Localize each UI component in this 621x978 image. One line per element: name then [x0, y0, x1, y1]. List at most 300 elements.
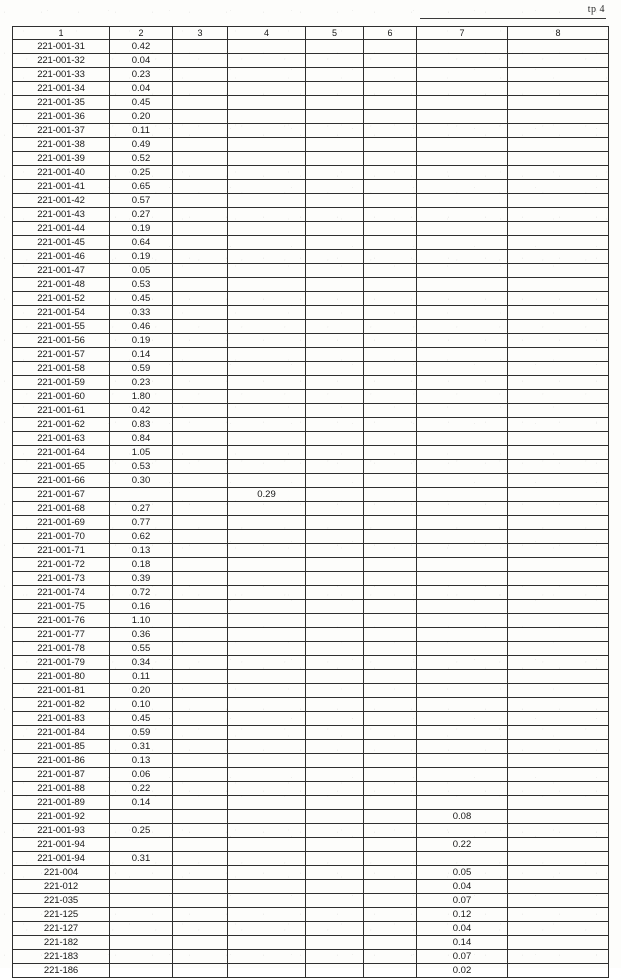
- value-cell: [173, 698, 228, 712]
- value-cell: [364, 446, 417, 460]
- value-cell: [228, 642, 306, 656]
- value-cell: [508, 250, 609, 264]
- value-cell: [228, 740, 306, 754]
- value-cell: [173, 446, 228, 460]
- value-cell: [173, 334, 228, 348]
- value-cell: [508, 376, 609, 390]
- value-cell: [364, 194, 417, 208]
- value-cell: [417, 530, 508, 544]
- table-row: [13, 796, 609, 810]
- value-cell: [417, 824, 508, 838]
- value-cell: 0.55: [110, 642, 173, 656]
- value-cell: [173, 782, 228, 796]
- row-identifier-cell: 221-001-68: [13, 502, 110, 516]
- table-row: [13, 54, 609, 68]
- value-cell: 0.18: [110, 558, 173, 572]
- value-cell: [364, 208, 417, 222]
- table-row: [13, 768, 609, 782]
- value-cell: [364, 600, 417, 614]
- value-cell: [417, 642, 508, 656]
- value-cell: [173, 292, 228, 306]
- value-cell: [306, 516, 364, 530]
- value-cell: [173, 418, 228, 432]
- value-cell: [508, 404, 609, 418]
- value-cell: [173, 348, 228, 362]
- value-cell: [110, 894, 173, 908]
- value-cell: [364, 180, 417, 194]
- value-cell: [228, 418, 306, 432]
- value-cell: [508, 950, 609, 964]
- table-row: [13, 320, 609, 334]
- value-cell: [173, 40, 228, 54]
- value-cell: [508, 838, 609, 852]
- value-cell: [508, 558, 609, 572]
- value-cell: [306, 656, 364, 670]
- row-identifier-cell: 221-001-59: [13, 376, 110, 390]
- row-identifier-cell: 221-001-52: [13, 292, 110, 306]
- value-cell: [306, 824, 364, 838]
- table-row: [13, 488, 609, 502]
- table-row: [13, 502, 609, 516]
- value-cell: 0.53: [110, 278, 173, 292]
- row-identifier-cell: 221-001-93: [13, 824, 110, 838]
- value-cell: [508, 236, 609, 250]
- value-cell: [417, 404, 508, 418]
- row-identifier-cell: 221-001-39: [13, 152, 110, 166]
- data-table: [12, 26, 609, 978]
- value-cell: [417, 698, 508, 712]
- value-cell: [228, 96, 306, 110]
- table-row: [13, 432, 609, 446]
- value-cell: 0.20: [110, 110, 173, 124]
- value-cell: [228, 306, 306, 320]
- table-row: [13, 292, 609, 306]
- table-row: [13, 964, 609, 978]
- value-cell: [173, 306, 228, 320]
- value-cell: [306, 166, 364, 180]
- value-cell: 0.04: [110, 82, 173, 96]
- value-cell: [417, 516, 508, 530]
- value-cell: [306, 838, 364, 852]
- value-cell: [364, 670, 417, 684]
- value-cell: [364, 740, 417, 754]
- value-cell: [173, 404, 228, 418]
- value-cell: [173, 712, 228, 726]
- table-row: [13, 516, 609, 530]
- value-cell: [306, 768, 364, 782]
- value-cell: [306, 404, 364, 418]
- value-cell: 0.10: [110, 698, 173, 712]
- value-cell: [364, 488, 417, 502]
- value-cell: [364, 838, 417, 852]
- value-cell: [228, 754, 306, 768]
- row-identifier-cell: 221-001-94: [13, 852, 110, 866]
- value-cell: [173, 670, 228, 684]
- value-cell: [306, 936, 364, 950]
- value-cell: [364, 138, 417, 152]
- value-cell: [173, 726, 228, 740]
- value-cell: [228, 124, 306, 138]
- value-cell: [364, 698, 417, 712]
- value-cell: [306, 698, 364, 712]
- value-cell: [417, 180, 508, 194]
- value-cell: [508, 572, 609, 586]
- value-cell: [417, 768, 508, 782]
- value-cell: [364, 866, 417, 880]
- table-row: [13, 544, 609, 558]
- table-row: [13, 880, 609, 894]
- value-cell: [306, 446, 364, 460]
- table-row: [13, 572, 609, 586]
- value-cell: [508, 222, 609, 236]
- table-row: [13, 306, 609, 320]
- value-cell: [110, 810, 173, 824]
- value-cell: [228, 684, 306, 698]
- row-identifier-cell: 221-001-78: [13, 642, 110, 656]
- table-row: [13, 40, 609, 54]
- value-cell: [306, 110, 364, 124]
- value-cell: [364, 502, 417, 516]
- value-cell: [417, 432, 508, 446]
- value-cell: [364, 558, 417, 572]
- table-row: [13, 628, 609, 642]
- value-cell: [306, 782, 364, 796]
- value-cell: [173, 474, 228, 488]
- value-cell: [173, 936, 228, 950]
- value-cell: [417, 194, 508, 208]
- value-cell: [508, 684, 609, 698]
- table-header: [13, 27, 609, 40]
- value-cell: [228, 796, 306, 810]
- value-cell: [417, 600, 508, 614]
- row-identifier-cell: 221-001-66: [13, 474, 110, 488]
- value-cell: [417, 278, 508, 292]
- value-cell: [306, 320, 364, 334]
- value-cell: [417, 334, 508, 348]
- value-cell: [228, 614, 306, 628]
- value-cell: [417, 376, 508, 390]
- value-cell: [173, 180, 228, 194]
- value-cell: 1.05: [110, 446, 173, 460]
- table-row: [13, 138, 609, 152]
- value-cell: [364, 964, 417, 978]
- value-cell: [417, 656, 508, 670]
- row-identifier-cell: 221-001-60: [13, 390, 110, 404]
- value-cell: [364, 68, 417, 82]
- row-identifier-cell: 221-125: [13, 908, 110, 922]
- value-cell: [508, 740, 609, 754]
- value-cell: [417, 754, 508, 768]
- column-header-8: 8: [508, 27, 609, 40]
- value-cell: [364, 726, 417, 740]
- table-row: [13, 922, 609, 936]
- value-cell: [508, 264, 609, 278]
- value-cell: [364, 152, 417, 166]
- value-cell: [306, 460, 364, 474]
- row-identifier-cell: 221-001-56: [13, 334, 110, 348]
- value-cell: [364, 166, 417, 180]
- value-cell: 0.27: [110, 502, 173, 516]
- value-cell: 0.13: [110, 754, 173, 768]
- value-cell: [306, 726, 364, 740]
- row-identifier-cell: 221-001-82: [13, 698, 110, 712]
- value-cell: [173, 68, 228, 82]
- value-cell: [417, 726, 508, 740]
- value-cell: [306, 306, 364, 320]
- value-cell: [228, 698, 306, 712]
- value-cell: [110, 922, 173, 936]
- value-cell: [228, 936, 306, 950]
- value-cell: [228, 782, 306, 796]
- value-cell: [173, 432, 228, 446]
- value-cell: [417, 362, 508, 376]
- value-cell: 0.72: [110, 586, 173, 600]
- value-cell: [364, 516, 417, 530]
- table-row: [13, 362, 609, 376]
- value-cell: 0.59: [110, 362, 173, 376]
- row-identifier-cell: 221-001-37: [13, 124, 110, 138]
- value-cell: [364, 432, 417, 446]
- value-cell: [306, 278, 364, 292]
- table-row: [13, 670, 609, 684]
- table-row: [13, 684, 609, 698]
- value-cell: [228, 810, 306, 824]
- row-identifier-cell: 221-001-63: [13, 432, 110, 446]
- value-cell: [417, 488, 508, 502]
- table-row: [13, 390, 609, 404]
- value-cell: [228, 390, 306, 404]
- value-cell: [306, 852, 364, 866]
- value-cell: [364, 880, 417, 894]
- value-cell: [508, 810, 609, 824]
- value-cell: [173, 614, 228, 628]
- value-cell: 0.05: [417, 866, 508, 880]
- row-identifier-cell: 221-001-32: [13, 54, 110, 68]
- value-cell: [306, 208, 364, 222]
- value-cell: [508, 726, 609, 740]
- value-cell: [110, 866, 173, 880]
- table-row: [13, 712, 609, 726]
- row-identifier-cell: 221-001-71: [13, 544, 110, 558]
- value-cell: [364, 306, 417, 320]
- value-cell: [173, 796, 228, 810]
- value-cell: [173, 810, 228, 824]
- row-identifier-cell: 221-001-80: [13, 670, 110, 684]
- value-cell: [173, 586, 228, 600]
- column-header-7: 7: [417, 27, 508, 40]
- value-cell: 1.10: [110, 614, 173, 628]
- value-cell: [364, 376, 417, 390]
- value-cell: [364, 544, 417, 558]
- row-identifier-cell: 221-001-62: [13, 418, 110, 432]
- column-header-6: 6: [364, 27, 417, 40]
- value-cell: 0.45: [110, 292, 173, 306]
- value-cell: [417, 138, 508, 152]
- value-cell: [228, 950, 306, 964]
- value-cell: [173, 642, 228, 656]
- page-label: tp 4: [587, 4, 605, 15]
- value-cell: [228, 474, 306, 488]
- value-cell: [228, 558, 306, 572]
- value-cell: [173, 600, 228, 614]
- value-cell: [364, 614, 417, 628]
- row-identifier-cell: 221-001-84: [13, 726, 110, 740]
- row-identifier-cell: 221-001-81: [13, 684, 110, 698]
- value-cell: [508, 446, 609, 460]
- value-cell: [417, 320, 508, 334]
- value-cell: [364, 754, 417, 768]
- value-cell: [228, 180, 306, 194]
- header-rule: [420, 18, 606, 19]
- value-cell: [364, 922, 417, 936]
- value-cell: [228, 530, 306, 544]
- value-cell: [417, 152, 508, 166]
- value-cell: 0.04: [110, 54, 173, 68]
- value-cell: [110, 908, 173, 922]
- column-header-5: 5: [306, 27, 364, 40]
- value-cell: [110, 936, 173, 950]
- value-cell: [364, 390, 417, 404]
- value-cell: [306, 614, 364, 628]
- value-cell: [228, 432, 306, 446]
- table-row: [13, 530, 609, 544]
- value-cell: [417, 418, 508, 432]
- value-cell: 0.59: [110, 726, 173, 740]
- value-cell: [228, 320, 306, 334]
- value-cell: [173, 838, 228, 852]
- row-identifier-cell: 221-001-70: [13, 530, 110, 544]
- value-cell: [228, 278, 306, 292]
- value-cell: [417, 852, 508, 866]
- row-identifier-cell: 221-001-33: [13, 68, 110, 82]
- table-row: [13, 376, 609, 390]
- table-row: [13, 474, 609, 488]
- value-cell: [228, 54, 306, 68]
- table-row: [13, 236, 609, 250]
- value-cell: [508, 964, 609, 978]
- value-cell: [508, 152, 609, 166]
- value-cell: [417, 292, 508, 306]
- value-cell: 0.27: [110, 208, 173, 222]
- value-cell: [364, 796, 417, 810]
- row-identifier-cell: 221-001-75: [13, 600, 110, 614]
- value-cell: [364, 96, 417, 110]
- row-identifier-cell: 221-186: [13, 964, 110, 978]
- value-cell: [228, 194, 306, 208]
- row-identifier-cell: 221-001-86: [13, 754, 110, 768]
- value-cell: [508, 348, 609, 362]
- table-row: [13, 250, 609, 264]
- value-cell: [228, 964, 306, 978]
- value-cell: 0.11: [110, 670, 173, 684]
- value-cell: [173, 278, 228, 292]
- value-cell: [417, 670, 508, 684]
- value-cell: [508, 54, 609, 68]
- table-row: [13, 348, 609, 362]
- value-cell: 0.07: [417, 950, 508, 964]
- value-cell: [306, 922, 364, 936]
- value-cell: [228, 334, 306, 348]
- value-cell: [508, 362, 609, 376]
- value-cell: [306, 124, 364, 138]
- value-cell: [228, 880, 306, 894]
- value-cell: [228, 712, 306, 726]
- row-identifier-cell: 221-001-83: [13, 712, 110, 726]
- value-cell: [173, 460, 228, 474]
- value-cell: [508, 96, 609, 110]
- value-cell: [173, 138, 228, 152]
- value-cell: [306, 138, 364, 152]
- row-identifier-cell: 221-001-36: [13, 110, 110, 124]
- value-cell: [306, 348, 364, 362]
- value-cell: [173, 194, 228, 208]
- value-cell: [306, 390, 364, 404]
- value-cell: [508, 866, 609, 880]
- value-cell: [228, 446, 306, 460]
- row-identifier-cell: 221-001-45: [13, 236, 110, 250]
- value-cell: 0.83: [110, 418, 173, 432]
- value-cell: [306, 642, 364, 656]
- value-cell: [173, 894, 228, 908]
- value-cell: 0.22: [110, 782, 173, 796]
- value-cell: [228, 222, 306, 236]
- column-header-3: 3: [173, 27, 228, 40]
- value-cell: [306, 376, 364, 390]
- value-cell: [228, 68, 306, 82]
- value-cell: [228, 152, 306, 166]
- value-cell: [508, 474, 609, 488]
- value-cell: [173, 390, 228, 404]
- value-cell: [508, 880, 609, 894]
- value-cell: [417, 502, 508, 516]
- value-cell: [364, 292, 417, 306]
- value-cell: [364, 908, 417, 922]
- value-cell: [364, 852, 417, 866]
- value-cell: [228, 628, 306, 642]
- value-cell: [228, 894, 306, 908]
- value-cell: [417, 250, 508, 264]
- row-identifier-cell: 221-001-89: [13, 796, 110, 810]
- value-cell: [173, 110, 228, 124]
- value-cell: [173, 488, 228, 502]
- value-cell: 0.14: [110, 348, 173, 362]
- value-cell: [508, 166, 609, 180]
- value-cell: [306, 880, 364, 894]
- value-cell: [508, 334, 609, 348]
- value-cell: 0.23: [110, 376, 173, 390]
- value-cell: [364, 572, 417, 586]
- value-cell: [364, 824, 417, 838]
- value-cell: [364, 894, 417, 908]
- value-cell: [417, 96, 508, 110]
- value-cell: [173, 516, 228, 530]
- value-cell: [508, 712, 609, 726]
- value-cell: [173, 152, 228, 166]
- value-cell: [110, 488, 173, 502]
- value-cell: [306, 502, 364, 516]
- value-cell: [364, 82, 417, 96]
- row-identifier-cell: 221-001-92: [13, 810, 110, 824]
- value-cell: [417, 236, 508, 250]
- table-row: [13, 166, 609, 180]
- value-cell: 0.39: [110, 572, 173, 586]
- value-cell: [508, 768, 609, 782]
- value-cell: [364, 40, 417, 54]
- value-cell: [173, 250, 228, 264]
- value-cell: [417, 40, 508, 54]
- row-identifier-cell: 221-001-34: [13, 82, 110, 96]
- value-cell: [508, 180, 609, 194]
